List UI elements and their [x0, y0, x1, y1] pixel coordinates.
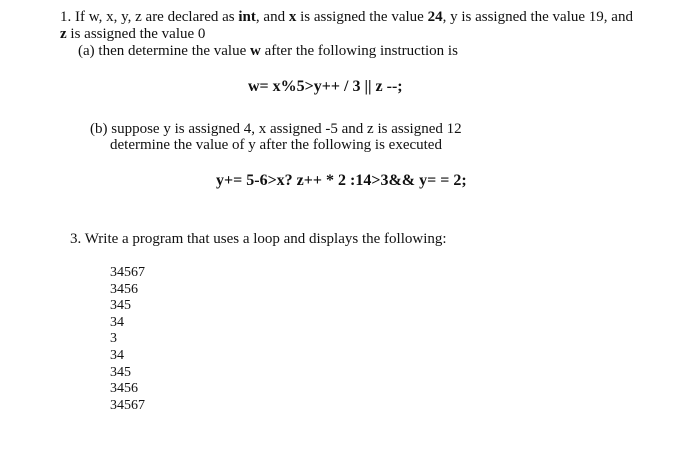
output-line: 3 [110, 331, 117, 347]
q1-text-4: , y is assigned the value 19, and [442, 9, 633, 25]
question-1-part-a [78, 42, 458, 60]
part-a-label: (a) then determine the value [78, 43, 251, 59]
q1-text-2: , and [255, 9, 289, 25]
output-line: 345 [110, 364, 131, 380]
output-listing [110, 265, 145, 414]
q1-bold-int: int [238, 9, 256, 25]
output-line: 3456 [110, 281, 138, 297]
q1-line2-text: is assigned the value 0 [66, 26, 206, 42]
output-line: 34567 [110, 265, 145, 280]
question-1-part-b-line-2: determine the value of y after the following is executed [110, 137, 442, 153]
q1-text-1: 1. If w, x, y, z are declared as [60, 9, 239, 25]
equation-a: w= x%5>y++ / 3 || z --; [248, 78, 403, 95]
q1-bold-x: x [288, 9, 297, 25]
output-line: 34 [110, 347, 124, 363]
part-a-bold-w: w [250, 43, 261, 59]
question-1-line-2 [60, 25, 205, 43]
part-a-rest: after the following instruction is [260, 43, 458, 59]
output-line: 34 [110, 314, 124, 330]
question-3-text: 3. Write a program that uses a loop and displays the following: [70, 231, 447, 247]
output-line: 3456 [110, 381, 138, 397]
equation-b: y+= 5-6>x? z++ * 2 :14>3&& y= = 2; [216, 172, 467, 189]
question-1-line-1 [60, 8, 633, 26]
q1-bold-24: 24 [427, 9, 443, 25]
output-line: 34567 [110, 397, 145, 413]
q1-text-3: is assigned the value [296, 9, 428, 25]
output-line: 345 [110, 298, 131, 314]
q1-bold-z: z [60, 26, 67, 42]
question-1-part-b-line-1: (b) suppose y is assigned 4, x assigned -5 and z is assigned 12 [90, 121, 462, 137]
